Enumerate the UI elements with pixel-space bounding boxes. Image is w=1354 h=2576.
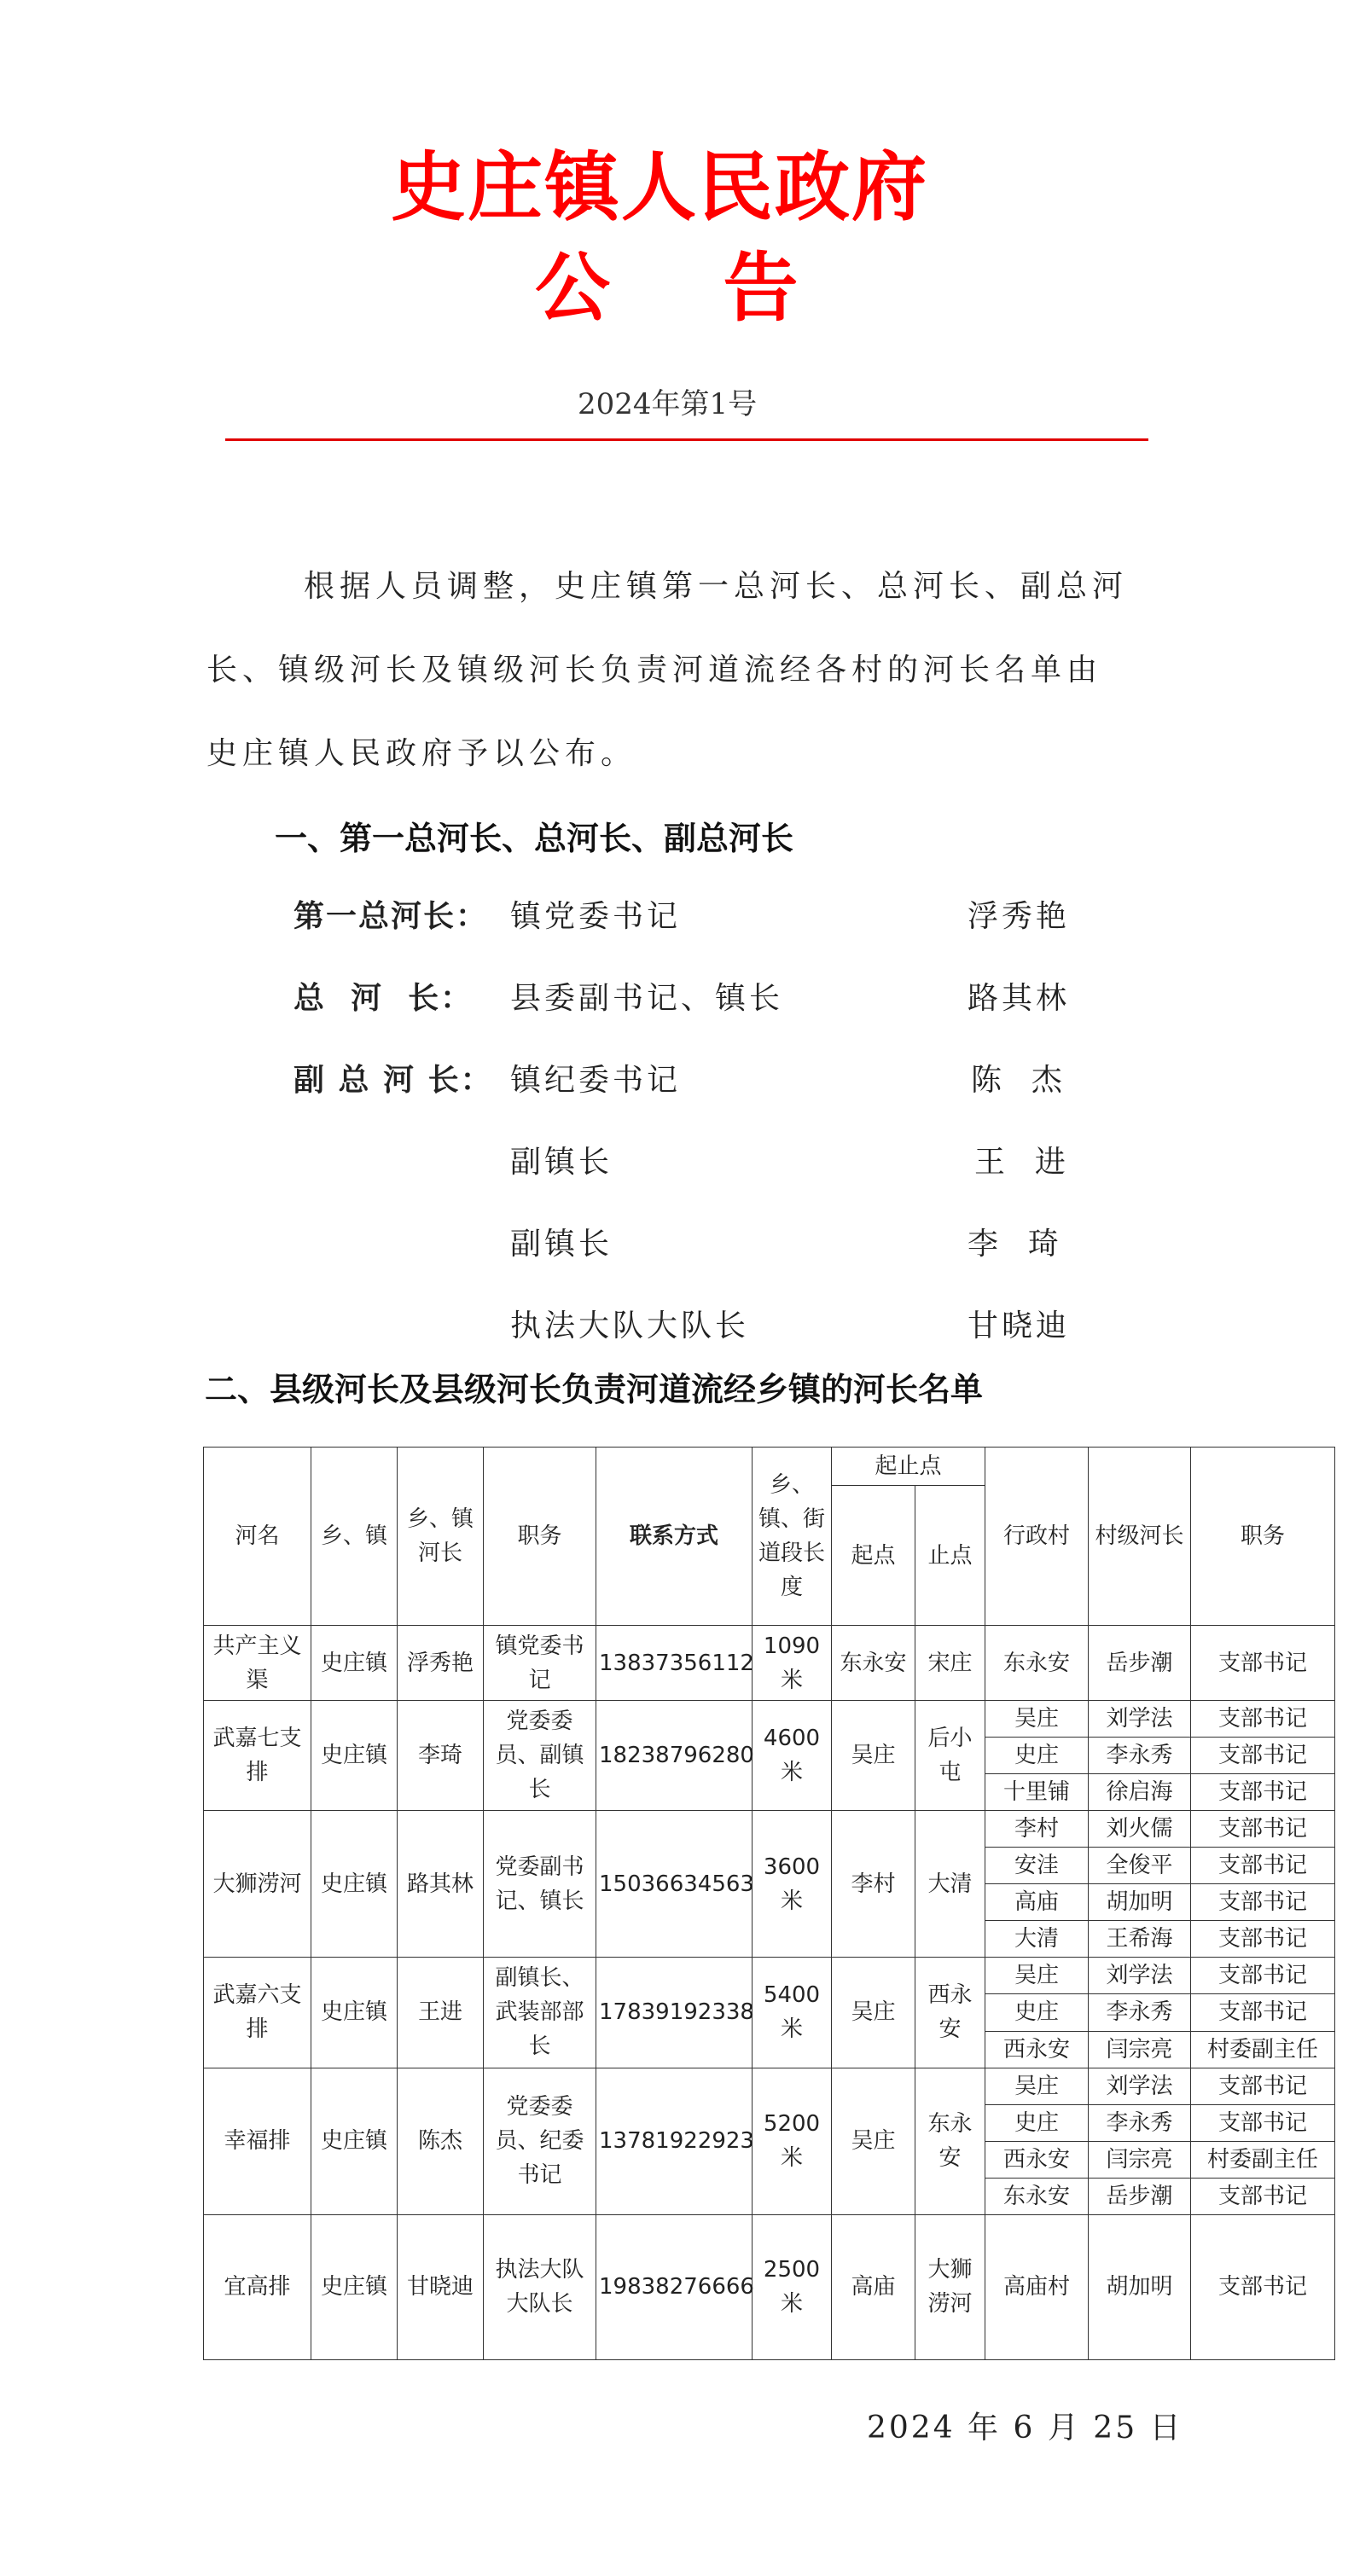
header-village: 行政村 — [985, 1448, 1089, 1626]
person-name: 甘晓迪 — [968, 1308, 1071, 1343]
role-label: 总 河 长： — [293, 981, 474, 1016]
cell-contact: 13781922923 — [596, 2068, 753, 2214]
cell-village: 十里铺 — [985, 1774, 1089, 1811]
position-text: 副镇长 — [510, 1227, 613, 1262]
role-label: 第一总河长： — [293, 899, 489, 934]
person-name: 路其林 — [968, 981, 1071, 1016]
cell-river-name: 武嘉六支排 — [204, 1958, 311, 2068]
header-end: 止点 — [915, 1486, 985, 1626]
header-village-duty: 职务 — [1191, 1448, 1335, 1626]
cell-village-chief: 胡加明 — [1089, 1884, 1191, 1921]
position-text: 镇党委书记 — [510, 899, 682, 934]
cell-length: 5400米 — [753, 1958, 832, 2068]
cell-village-duty: 支部书记 — [1191, 1884, 1335, 1921]
cell-village-chief: 李永秀 — [1089, 1738, 1191, 1774]
document-number: 2024年第1号 — [578, 387, 758, 421]
position-text: 副镇长 — [510, 1145, 613, 1180]
cell-end: 大清 — [915, 1811, 985, 1958]
notice-issuer-title: 史庄镇人民政府 — [391, 142, 929, 231]
person-name: 王 进 — [974, 1145, 1069, 1180]
cell-end: 东永安 — [915, 2068, 985, 2214]
cell-village-chief: 闫宗亮 — [1089, 2141, 1191, 2178]
cell-village: 东永安 — [985, 1626, 1089, 1701]
cell-length: 2500米 — [753, 2214, 832, 2359]
cell-start: 吴庄 — [832, 1958, 915, 2068]
cell-town: 史庄镇 — [311, 1701, 398, 1811]
table-body — [204, 1626, 1335, 2360]
header-contact: 联系方式 — [596, 1448, 753, 1626]
cell-village: 大清 — [985, 1921, 1089, 1958]
header-range: 起止点 — [832, 1448, 985, 1486]
position-text: 执法大队大队长 — [510, 1308, 750, 1343]
cell-village-chief: 刘学法 — [1089, 1958, 1191, 1994]
section-1-heading: 一、第一总河长、总河长、副总河长 — [275, 820, 794, 857]
cell-village-duty: 支部书记 — [1191, 1738, 1335, 1774]
cell-village-chief: 王希海 — [1089, 1921, 1191, 1958]
cell-village-duty: 支部书记 — [1191, 1994, 1335, 2031]
cell-start: 高庙 — [832, 2214, 915, 2359]
cell-contact: 13837356112 — [596, 1626, 753, 1701]
cell-duty: 党委副书记、镇长 — [484, 1811, 596, 1958]
person-name: 浮秀艳 — [968, 899, 1071, 934]
header-start: 起点 — [832, 1486, 915, 1626]
cell-length: 4600米 — [753, 1701, 832, 1811]
cell-end: 宋庄 — [915, 1626, 985, 1701]
position-text: 镇纪委书记 — [510, 1063, 682, 1098]
cell-town-chief: 路其林 — [398, 1811, 484, 1958]
cell-village-chief: 岳步潮 — [1089, 1626, 1191, 1701]
cell-village: 西永安 — [985, 2141, 1089, 2178]
cell-duty: 党委委员、副镇长 — [484, 1701, 596, 1811]
cell-village: 安洼 — [985, 1848, 1089, 1884]
cell-river-name: 共产主义渠 — [204, 1626, 311, 1701]
table-row — [204, 1958, 1335, 1994]
header-length: 乡、镇、街道段长度 — [753, 1448, 832, 1626]
cell-town: 史庄镇 — [311, 2214, 398, 2359]
cell-village-duty: 支部书记 — [1191, 1958, 1335, 1994]
header-town-chief: 乡、镇河长 — [398, 1448, 484, 1626]
cell-contact: 19838276666 — [596, 2214, 753, 2359]
cell-start: 李村 — [832, 1811, 915, 1958]
cell-river-name: 幸福排 — [204, 2068, 311, 2214]
header-town: 乡、镇 — [311, 1448, 398, 1626]
position-text: 县委副书记、镇长 — [510, 981, 784, 1016]
cell-end: 后小屯 — [915, 1701, 985, 1811]
cell-village: 史庄 — [985, 1994, 1089, 2031]
cell-town: 史庄镇 — [311, 1626, 398, 1701]
cell-start: 东永安 — [832, 1626, 915, 1701]
cell-length: 5200米 — [753, 2068, 832, 2214]
intro-line-3: 史庄镇人民政府予以公布。 — [206, 736, 637, 771]
table-row — [204, 1701, 1335, 1738]
cell-length: 1090米 — [753, 1626, 832, 1701]
cell-village-duty: 支部书记 — [1191, 1811, 1335, 1848]
cell-village-duty: 村委副主任 — [1191, 2031, 1335, 2068]
red-divider-line — [225, 438, 1148, 441]
cell-village-duty: 支部书记 — [1191, 1626, 1335, 1701]
cell-village: 李村 — [985, 1811, 1089, 1848]
cell-village-chief: 岳步潮 — [1089, 2178, 1191, 2214]
cell-start: 吴庄 — [832, 2068, 915, 2214]
cell-end: 西永安 — [915, 1958, 985, 2068]
cell-town-chief: 李琦 — [398, 1701, 484, 1811]
cell-town-chief: 王进 — [398, 1958, 484, 2068]
cell-duty: 党委委员、纪委书记 — [484, 2068, 596, 2214]
cell-town-chief: 浮秀艳 — [398, 1626, 484, 1701]
header-village-chief: 村级河长 — [1089, 1448, 1191, 1626]
cell-town: 史庄镇 — [311, 1958, 398, 2068]
header-river: 河名 — [204, 1448, 311, 1626]
table-row — [204, 1626, 1335, 1701]
notice-title: 公 告 — [535, 243, 800, 332]
cell-village-duty: 支部书记 — [1191, 1921, 1335, 1958]
cell-start: 吴庄 — [832, 1701, 915, 1811]
person-name: 李 琦 — [968, 1227, 1062, 1262]
intro-line-2: 长、镇级河长及镇级河长负责河道流经各村的河长名单由 — [206, 653, 1103, 688]
role-label: 副 总 河 长： — [293, 1063, 493, 1098]
cell-village-duty: 支部书记 — [1191, 1774, 1335, 1811]
table-header-row — [204, 1448, 1335, 1486]
cell-duty: 副镇长、武装部部长 — [484, 1958, 596, 2068]
cell-town: 史庄镇 — [311, 1811, 398, 1958]
cell-village-chief: 刘学法 — [1089, 1701, 1191, 1738]
cell-village: 史庄 — [985, 1738, 1089, 1774]
cell-village-chief: 刘火儒 — [1089, 1811, 1191, 1848]
cell-river-name: 大狮涝河 — [204, 1811, 311, 1958]
table-row — [204, 2068, 1335, 2104]
cell-town-chief: 陈杰 — [398, 2068, 484, 2214]
cell-village-chief: 全俊平 — [1089, 1848, 1191, 1884]
cell-village: 高庙村 — [985, 2214, 1089, 2359]
header-duty: 职务 — [484, 1448, 596, 1626]
cell-village: 东永安 — [985, 2178, 1089, 2214]
cell-village: 吴庄 — [985, 1701, 1089, 1738]
cell-contact: 18238796280 — [596, 1701, 753, 1811]
cell-contact: 15036634563 — [596, 1811, 753, 1958]
cell-town: 史庄镇 — [311, 2068, 398, 2214]
cell-village-duty: 支部书记 — [1191, 2104, 1335, 2141]
cell-river-name: 武嘉七支排 — [204, 1701, 311, 1811]
notice-date: 2024 年 6 月 25 日 — [867, 2411, 1183, 2445]
cell-contact: 17839192338 — [596, 1958, 753, 2068]
cell-village-duty: 支部书记 — [1191, 2178, 1335, 2214]
cell-village-chief: 徐启海 — [1089, 1774, 1191, 1811]
cell-village-chief: 胡加明 — [1089, 2214, 1191, 2359]
cell-end: 大狮涝河 — [915, 2214, 985, 2359]
cell-duty: 镇党委书记 — [484, 1626, 596, 1701]
cell-village-chief: 闫宗亮 — [1089, 2031, 1191, 2068]
cell-village-duty: 村委副主任 — [1191, 2141, 1335, 2178]
cell-village: 吴庄 — [985, 1958, 1089, 1994]
cell-village: 西永安 — [985, 2031, 1089, 2068]
cell-village-duty: 支部书记 — [1191, 1848, 1335, 1884]
cell-village: 吴庄 — [985, 2068, 1089, 2104]
cell-village-chief: 刘学法 — [1089, 2068, 1191, 2104]
section-2-heading: 二、县级河长及县级河长负责河道流经乡镇的河长名单 — [205, 1371, 984, 1408]
cell-village-duty: 支部书记 — [1191, 2214, 1335, 2359]
cell-town-chief: 甘晓迪 — [398, 2214, 484, 2359]
cell-village: 高庙 — [985, 1884, 1089, 1921]
table-row — [204, 2214, 1335, 2359]
cell-village-chief: 李永秀 — [1089, 1994, 1191, 2031]
river-chief-table — [203, 1447, 1335, 2360]
cell-length: 3600米 — [753, 1811, 832, 1958]
cell-duty: 执法大队大队长 — [484, 2214, 596, 2359]
cell-village-chief: 李永秀 — [1089, 2104, 1191, 2141]
intro-line-1: 根据人员调整，史庄镇第一总河长、总河长、副总河 — [304, 569, 1129, 604]
cell-village-duty: 支部书记 — [1191, 1701, 1335, 1738]
cell-village-duty: 支部书记 — [1191, 2068, 1335, 2104]
cell-village: 史庄 — [985, 2104, 1089, 2141]
person-name: 陈 杰 — [971, 1063, 1066, 1098]
cell-river-name: 宜高排 — [204, 2214, 311, 2359]
table-row — [204, 1811, 1335, 1848]
